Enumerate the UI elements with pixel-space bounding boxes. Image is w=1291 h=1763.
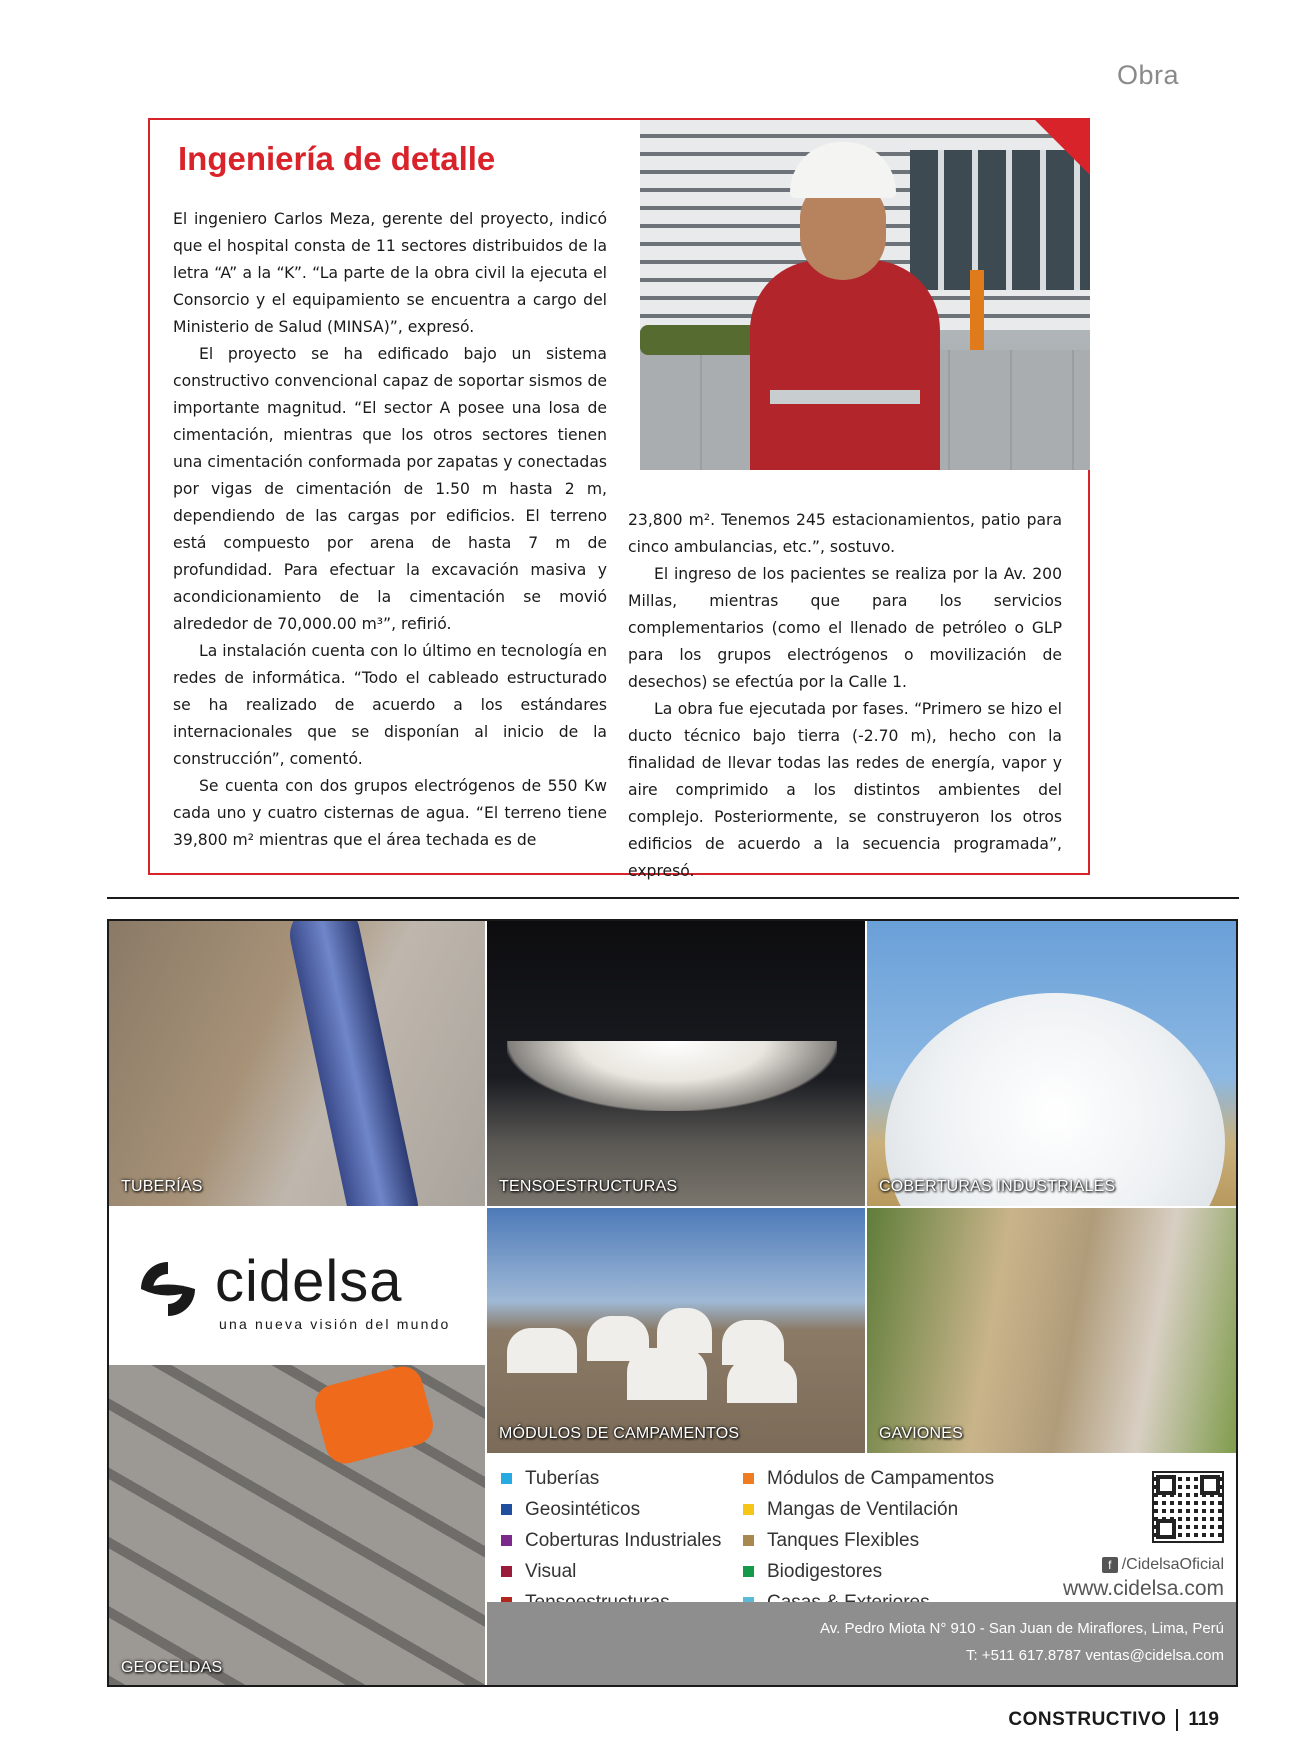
brand-logo-area bbox=[109, 1208, 485, 1363]
product-label: Módulos de Campamentos bbox=[767, 1467, 995, 1489]
address-bar bbox=[487, 1602, 1238, 1687]
facebook-icon: f bbox=[1102, 1557, 1118, 1573]
list-item bbox=[501, 1556, 721, 1587]
list-item bbox=[501, 1463, 721, 1494]
section-label: Obra bbox=[1116, 60, 1179, 90]
paragraph: Se cuenta con dos grupos electrógenos de 550 Kw cada uno y cuatro cisternas de agua. “El terreno tiene 39,800 m² mientras que el área techada es de bbox=[173, 777, 607, 849]
article-column-left bbox=[173, 206, 607, 854]
magazine-name: CONSTRUCTIVO bbox=[1008, 1709, 1167, 1730]
tile-geoceldas bbox=[109, 1365, 485, 1687]
tile-label: TENSOESTRUCTURAS bbox=[499, 1178, 678, 1195]
list-item bbox=[743, 1494, 994, 1525]
list-item bbox=[743, 1556, 994, 1587]
paragraph: El ingeniero Carlos Meza, gerente del proyecto, indicó que el hospital consta de 11 sectores distribuidos de la letra “A” a la “K”. “La parte de la obra civil la ejecuta el Consorcio y el equipamiento se encuentra a cargo del Ministerio de Salud (MINSA)”, expresó. bbox=[173, 210, 607, 336]
product-label: Geosintéticos bbox=[525, 1498, 641, 1520]
product-label: Tanques Flexibles bbox=[767, 1529, 920, 1551]
product-label: Visual bbox=[525, 1560, 577, 1582]
product-list-right bbox=[743, 1463, 994, 1618]
paragraph: La obra fue ejecutada por fases. “Primero se hizo el ducto técnico bajo tierra (-2.70 m), hecho con la finalidad de llevar todas las redes de energía, vapor y aire comprimido a los distintos ambientes del complejo. Posteriormente, se construyeron los otros edificios de acuerdo a la secuencia programada”, expresó. bbox=[628, 700, 1062, 880]
list-item bbox=[501, 1525, 721, 1556]
page-number: 119 bbox=[1188, 1709, 1219, 1730]
list-item bbox=[743, 1525, 994, 1556]
tile-label: COBERTURAS INDUSTRIALES bbox=[879, 1178, 1116, 1195]
tile-coberturas bbox=[867, 921, 1238, 1206]
bullet-square-icon bbox=[743, 1504, 754, 1515]
article-box bbox=[148, 118, 1090, 880]
article-column-right bbox=[628, 507, 1062, 885]
bullet-square-icon bbox=[501, 1566, 512, 1577]
bullet-square-icon bbox=[743, 1566, 754, 1577]
product-list-left bbox=[501, 1463, 721, 1618]
tile-tensoestructuras bbox=[487, 921, 865, 1206]
tile-label: GAVIONES bbox=[879, 1425, 963, 1442]
section-divider bbox=[107, 897, 1239, 899]
paragraph: El ingreso de los pacientes se realiza por la Av. 200 Millas, mientras que para los servicios complementarios (como el llenado de petróleo o GLP para los grupos electrógenos o movilización de desechos) se efectúa por la Calle 1. bbox=[628, 565, 1062, 691]
tile-label: MÓDULOS DE CAMPAMENTOS bbox=[499, 1425, 740, 1442]
qr-code-icon[interactable] bbox=[1152, 1471, 1224, 1543]
tile-label: GEOCELDAS bbox=[121, 1659, 223, 1676]
corner-accent bbox=[1035, 120, 1090, 175]
paragraph: El proyecto se ha edificado bajo un sistema constructivo convencional capaz de soportar sismos de importante magnitud. “El sector A posee una losa de cimentación, mientras que los otros sectores tienen una cimentación conformada por zapatas y conectadas por vigas de cimentación de 1.50 m hasta 2 m, dependiendo de las cargas por edificios. El terreno está compuesto por arena de hasta 7 m de profundidad. Para efectuar la excavación masiva y acondicionamiento de la cimentación se movió alrededor de 70,000.00 m³”, refirió. bbox=[173, 345, 607, 633]
engineer-photo bbox=[640, 120, 1090, 470]
contact-text: T: +511 617.8787 ventas@cidelsa.com bbox=[965, 1647, 1224, 1664]
page-footer bbox=[1008, 1709, 1219, 1731]
product-label: Biodigestores bbox=[767, 1560, 883, 1582]
list-item bbox=[501, 1494, 721, 1525]
website-link[interactable]: www.cidelsa.com bbox=[1062, 1577, 1224, 1600]
tile-label: TUBERÍAS bbox=[121, 1178, 203, 1195]
product-label: Coberturas Industriales bbox=[525, 1529, 722, 1551]
paragraph: La instalación cuenta con lo último en tecnología en redes de informática. “Todo el cableado estructurado se ha realizado de acuerdo a los estándares internacionales que se disponían al inicio de la construcción”, comentó. bbox=[173, 642, 607, 768]
cidelsa-advertisement[interactable] bbox=[107, 919, 1238, 1687]
bullet-square-icon bbox=[501, 1535, 512, 1546]
tile-modulos bbox=[487, 1208, 865, 1453]
brand-tagline: una nueva visión del mundo bbox=[219, 1316, 451, 1332]
bullet-square-icon bbox=[501, 1473, 512, 1484]
tile-tuberias bbox=[109, 921, 485, 1206]
footer-separator bbox=[1176, 1709, 1178, 1731]
list-item bbox=[743, 1463, 994, 1494]
address-text: Av. Pedro Miota N° 910 - San Juan de Miraflores, Lima, Perú bbox=[820, 1620, 1224, 1637]
social-link[interactable] bbox=[1102, 1556, 1224, 1574]
bullet-square-icon bbox=[743, 1473, 754, 1484]
social-handle: /CidelsaOficial bbox=[1121, 1556, 1224, 1573]
product-label: Mangas de Ventilación bbox=[767, 1498, 959, 1520]
bullet-square-icon bbox=[743, 1535, 754, 1546]
article-title: Ingeniería de detalle bbox=[178, 140, 496, 177]
bullet-square-icon bbox=[501, 1504, 512, 1515]
product-lists bbox=[487, 1455, 1238, 1600]
cidelsa-logo-icon bbox=[137, 1258, 199, 1320]
brand-name: cidelsa bbox=[215, 1249, 403, 1314]
product-label: Tuberías bbox=[525, 1467, 600, 1489]
tile-gaviones bbox=[867, 1208, 1238, 1453]
paragraph: 23,800 m². Tenemos 245 estacionamientos, patio para cinco ambulancias, etc.”, sostuvo. bbox=[628, 511, 1062, 556]
